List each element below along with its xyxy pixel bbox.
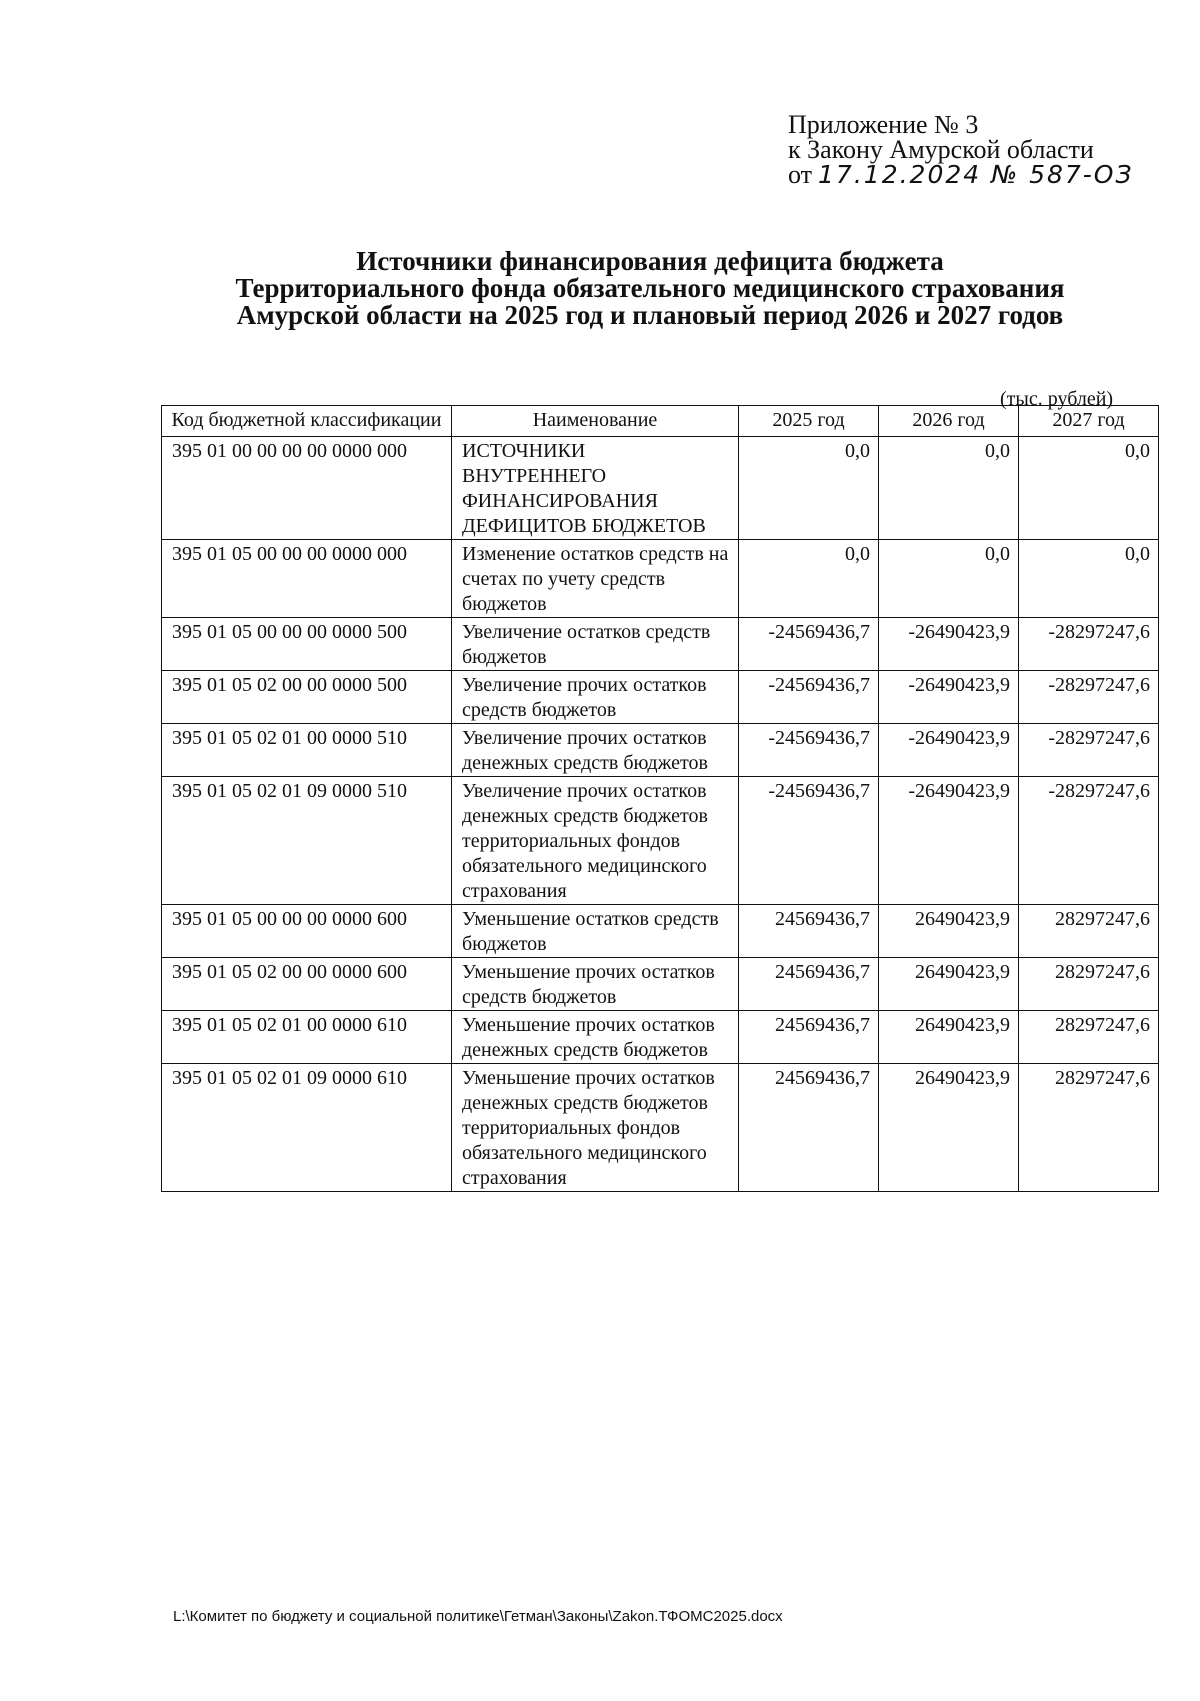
cell-code: 395 01 05 02 00 00 0000 500: [162, 671, 452, 724]
cell-2026: -26490423,9: [879, 671, 1019, 724]
cell-2026: -26490423,9: [879, 724, 1019, 777]
cell-code: 395 01 05 00 00 00 0000 500: [162, 618, 452, 671]
cell-2025: 24569436,7: [739, 1064, 879, 1192]
table-row: [162, 724, 1159, 777]
table-row: [162, 671, 1159, 724]
cell-2027: 28297247,6: [1019, 1011, 1159, 1064]
cell-2027: 28297247,6: [1019, 1064, 1159, 1192]
header-code: Код бюджетной классификации: [162, 406, 452, 437]
annex-date-prefix: от: [788, 160, 813, 189]
cell-name: Изменение остатков средств на счетах по учету средств бюджетов: [452, 540, 739, 618]
file-path-footer: L:\Комитет по бюджету и социальной политике\Гетман\Законы\Zakon.ТФОМС2025.docx: [173, 1608, 783, 1625]
cell-2026: -26490423,9: [879, 618, 1019, 671]
annex-block: [788, 112, 1134, 187]
cell-2027: 28297247,6: [1019, 905, 1159, 958]
cell-2027: 0,0: [1019, 540, 1159, 618]
cell-2025: 24569436,7: [739, 905, 879, 958]
table-row: [162, 437, 1159, 540]
cell-2027: -28297247,6: [1019, 724, 1159, 777]
cell-2026: 0,0: [879, 437, 1019, 540]
handwritten-date-number: 17.12.2024 № 587-ОЗ: [818, 160, 1134, 189]
cell-2025: -24569436,7: [739, 777, 879, 905]
cell-2027: 0,0: [1019, 437, 1159, 540]
cell-2026: 26490423,9: [879, 958, 1019, 1011]
cell-name: Увеличение остатков средств бюджетов: [452, 618, 739, 671]
cell-2027: -28297247,6: [1019, 618, 1159, 671]
cell-2025: 0,0: [739, 540, 879, 618]
cell-code: 395 01 05 02 01 00 0000 610: [162, 1011, 452, 1064]
cell-name: Уменьшение прочих остатков денежных средств бюджетов: [452, 1011, 739, 1064]
cell-2027: -28297247,6: [1019, 777, 1159, 905]
cell-2025: 24569436,7: [739, 958, 879, 1011]
header-2027: 2027 год: [1019, 406, 1159, 437]
cell-name: Увеличение прочих остатков средств бюджетов: [452, 671, 739, 724]
cell-2026: -26490423,9: [879, 777, 1019, 905]
cell-2025: -24569436,7: [739, 724, 879, 777]
table-header-row: [162, 406, 1159, 437]
cell-name: Уменьшение прочих остатков денежных средств бюджетов территориальных фондов обязательного медицинского страхования: [452, 1064, 739, 1192]
table-row: [162, 958, 1159, 1011]
table-row: [162, 905, 1159, 958]
cell-2026: 26490423,9: [879, 905, 1019, 958]
header-name: Наименование: [452, 406, 739, 437]
table-row: [162, 540, 1159, 618]
header-2025: 2025 год: [739, 406, 879, 437]
cell-2025: -24569436,7: [739, 671, 879, 724]
cell-2027: 28297247,6: [1019, 958, 1159, 1011]
cell-2025: -24569436,7: [739, 618, 879, 671]
cell-2026: 26490423,9: [879, 1064, 1019, 1192]
cell-code: 395 01 05 00 00 00 0000 000: [162, 540, 452, 618]
annex-number: Приложение № 3: [788, 110, 979, 139]
cell-code: 395 01 05 02 01 00 0000 510: [162, 724, 452, 777]
cell-2026: 0,0: [879, 540, 1019, 618]
cell-name: Уменьшение остатков средств бюджетов: [452, 905, 739, 958]
cell-2026: 26490423,9: [879, 1011, 1019, 1064]
cell-2025: 0,0: [739, 437, 879, 540]
unit-label: (тыс. рублей): [1000, 388, 1114, 410]
table-row: [162, 1064, 1159, 1192]
title-line-2: Территориального фонда обязательного медицинского страхования: [235, 273, 1065, 303]
cell-code: 395 01 05 02 01 09 0000 610: [162, 1064, 452, 1192]
cell-2027: -28297247,6: [1019, 671, 1159, 724]
table-row: [162, 777, 1159, 905]
cell-code: 395 01 05 00 00 00 0000 600: [162, 905, 452, 958]
annex-law: к Закону Амурской области: [788, 135, 1094, 164]
cell-code: 395 01 00 00 00 00 0000 000: [162, 437, 452, 540]
document-title: [150, 248, 1150, 329]
cell-name: Увеличение прочих остатков денежных средств бюджетов: [452, 724, 739, 777]
table-row: [162, 1011, 1159, 1064]
cell-code: 395 01 05 02 00 00 0000 600: [162, 958, 452, 1011]
annex-date-line: [788, 162, 1134, 187]
sources-table: [161, 405, 1159, 1192]
table-row: [162, 618, 1159, 671]
title-line-3: Амурской области на 2025 год и плановый период 2026 и 2027 годов: [236, 300, 1064, 330]
title-line-1: Источники финансирования дефицита бюджета: [356, 246, 944, 276]
cell-2025: 24569436,7: [739, 1011, 879, 1064]
header-2026: 2026 год: [879, 406, 1019, 437]
cell-name: Увеличение прочих остатков денежных средств бюджетов территориальных фондов обязательного медицинского страхования: [452, 777, 739, 905]
cell-code: 395 01 05 02 01 09 0000 510: [162, 777, 452, 905]
cell-name: Уменьшение прочих остатков средств бюджетов: [452, 958, 739, 1011]
cell-name: ИСТОЧНИКИ ВНУТРЕННЕГО ФИНАНСИРОВАНИЯ ДЕФИЦИТОВ БЮДЖЕТОВ: [452, 437, 739, 540]
